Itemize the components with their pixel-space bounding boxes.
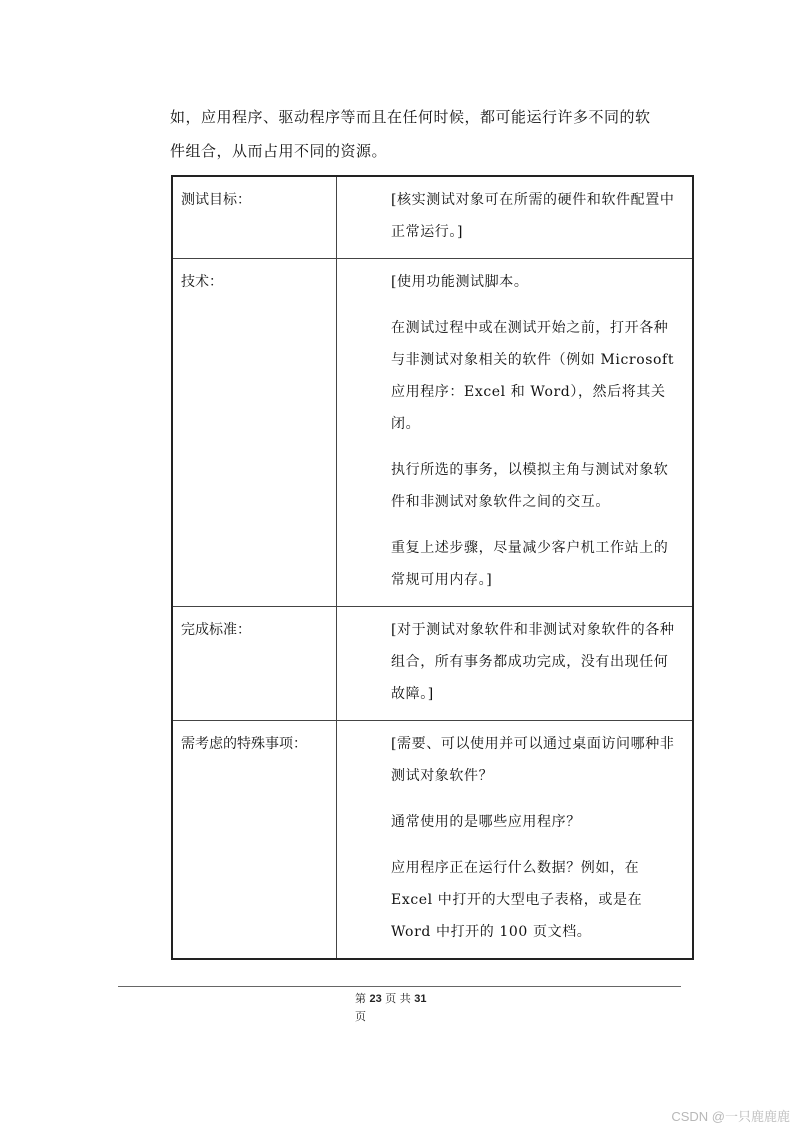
row-label: 需考虑的特殊事项： — [172, 721, 337, 960]
intro-line-2: 件组合，从而占用不同的资源。 — [170, 142, 388, 160]
row-label: 技术： — [172, 259, 337, 607]
row-paragraph: 执行所选的事务，以模拟主角与测试对象软件和非测试对象软件之间的交互。 — [391, 462, 669, 510]
row-paragraph: [需要、可以使用并可以通过桌面访问哪种非测试对象软件？ — [391, 736, 675, 784]
row-paragraph: 重复上述步骤，尽量减少客户机工作站上的常规可用内存。] — [391, 540, 669, 588]
intro-line-1: 如，应用程序、驱动程序等而且在任何时候，都可能运行许多不同的软 — [170, 108, 651, 126]
row-value — [337, 259, 694, 607]
table-row — [172, 607, 693, 721]
intro-paragraph — [170, 100, 690, 168]
row-paragraph: 在测试过程中或在测试开始之前，打开各种与非测试对象相关的软件（例如 Microsoft 应用程序：Excel 和 Word），然后将其关闭。 — [391, 320, 675, 432]
footer-total-pages: 31 — [414, 993, 427, 1005]
row-label: 完成标准： — [172, 607, 337, 721]
row-label: 测试目标： — [172, 176, 337, 259]
page-footer — [355, 990, 427, 1026]
row-paragraph: 应用程序正在运行什么数据？例如，在 Excel 中打开的大型电子表格，或是在 Word 中打开的 100 页文档。 — [391, 860, 643, 940]
footer-prefix: 第 — [355, 992, 366, 1005]
row-value — [337, 721, 694, 960]
row-value — [337, 176, 694, 259]
csdn-watermark: CSDN @一只鹿鹿鹿 — [671, 1109, 790, 1124]
footer-suffix: 页 — [355, 1010, 366, 1023]
row-paragraph: [核实测试对象可在所需的硬件和软件配置中正常运行。] — [391, 192, 675, 240]
row-paragraph: 通常使用的是哪些应用程序？ — [391, 814, 581, 830]
test-spec-table — [171, 175, 694, 960]
row-paragraph: [使用功能测试脚本。 — [391, 274, 529, 290]
footer-middle: 页 共 — [385, 992, 411, 1005]
row-value — [337, 607, 694, 721]
table-row — [172, 721, 693, 960]
table-row — [172, 176, 693, 259]
table-row — [172, 259, 693, 607]
footer-page-number: 23 — [369, 993, 382, 1005]
row-paragraph: [对于测试对象软件和非测试对象软件的各种组合，所有事务都成功完成，没有出现任何故障。] — [391, 622, 675, 702]
footer-divider — [118, 986, 681, 987]
